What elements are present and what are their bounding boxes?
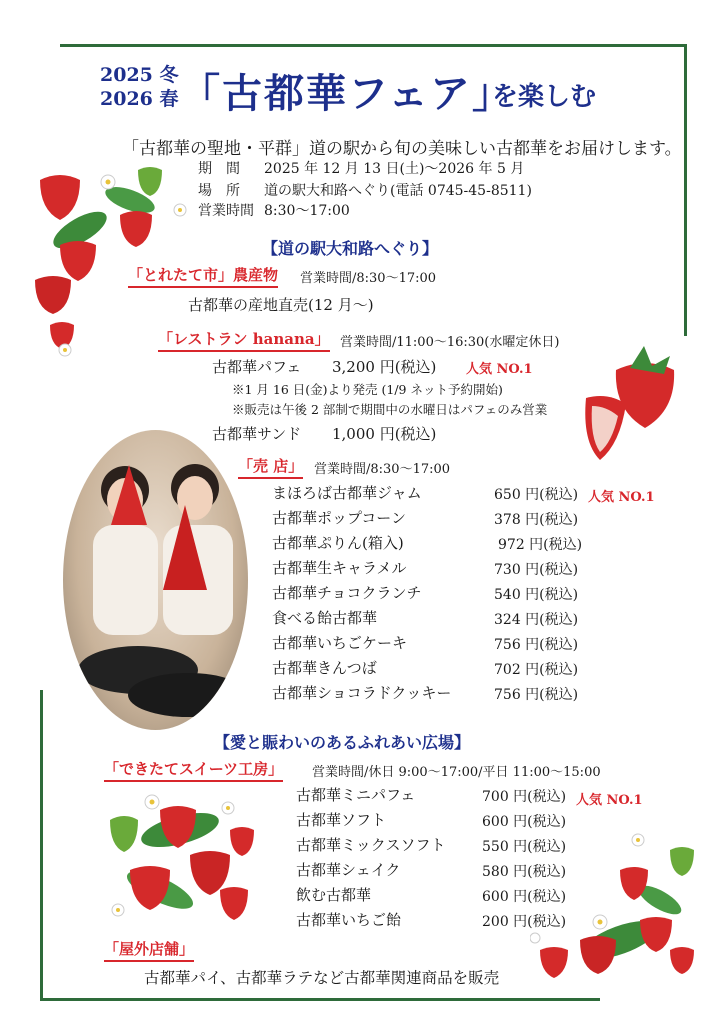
store-item-price: 756 円(税込)	[494, 637, 579, 653]
store-item-name: 古都華ポップコーン	[272, 509, 406, 527]
store-item-price: 650 円(税込)	[494, 487, 579, 503]
strawberry-icon	[585, 363, 674, 460]
store-item-name: まほろば古都華ジャム	[272, 484, 422, 502]
shop-desc-outdoor: 古都華パイ、古都華ラテなど古都華関連商品を販売	[144, 969, 500, 987]
sweets-item-name: 古都華ミックスソフト	[296, 836, 446, 854]
strawberry-pair-right	[578, 340, 678, 470]
hours-row	[198, 200, 350, 220]
shop-name-outdoor: 「屋外店舗」	[104, 938, 194, 962]
menu-price-sandwich: 1,000 円(税込)	[332, 425, 437, 443]
period-label: 期 間	[198, 161, 240, 177]
menu-item-sandwich: 古都華サンド	[212, 425, 302, 443]
popular-badge-parfait: 人気 NO.1	[466, 362, 533, 377]
store-item-name: 古都華きんつば	[272, 659, 377, 677]
sweets-item-price: 580 円(税込)	[482, 864, 567, 880]
shop-hours-restaurant: 営業時間/11:00～16:30(水曜定休日)	[340, 335, 560, 350]
page-title-suffix: を楽しむ	[492, 82, 597, 112]
frame-line-bottom	[40, 998, 600, 1001]
season-label-winter: 2025 冬	[100, 64, 179, 86]
place-row	[198, 180, 532, 200]
season-label-spring: 2026 春	[100, 88, 179, 110]
sweets-item-price: 550 円(税込)	[482, 839, 567, 855]
shop-hours-sweets-kobo: 営業時間/休日 9:00～17:00/平日 11:00～15:00	[312, 765, 601, 780]
store-item-price: 378 円(税込)	[494, 512, 579, 528]
shop-desc-toretateichi: 古都華の産地直売(12 月～)	[188, 296, 374, 314]
store-item-price: 324 円(税込)	[494, 612, 579, 628]
sweets-item-name: 古都華シェイク	[296, 861, 401, 879]
store-item-name: 古都華いちごケーキ	[272, 634, 408, 652]
strawberry-icon	[35, 167, 162, 349]
shop-name-store: 「売 店」	[238, 455, 303, 479]
frame-line-top	[60, 44, 686, 47]
store-item-name: 食べる飴古都華	[272, 609, 378, 627]
section-title-michinoeki: 【道の駅大和路へぐり】	[262, 239, 439, 258]
store-item-price: 972 円(税込)	[498, 537, 583, 553]
shop-name-toretateichi: 「とれたて市」農産物	[128, 264, 278, 288]
section-title-hiroba: 【愛と賑わいのあるふれあい広場】	[214, 733, 471, 752]
store-item-price: 540 円(税込)	[494, 587, 579, 603]
sweets-item-name: 飲む古都華	[296, 886, 372, 904]
frame-line-right	[684, 44, 687, 336]
strawberry-cluster-bottom-left	[100, 790, 270, 940]
store-item-name: 古都華ショコラドクッキー	[272, 684, 452, 702]
strawberry-cluster-bottom-right	[530, 830, 700, 990]
store-item-name: 古都華ぷりん(箱入)	[272, 534, 404, 552]
sweets-item-price: 700 円(税込)	[482, 789, 567, 805]
period-row	[198, 158, 524, 178]
shop-hours-store: 営業時間/8:30～17:00	[314, 462, 451, 477]
place-label: 場 所	[198, 183, 240, 199]
period-value: 2025 年 12 月 13 日(土)～2026 年 5 月	[264, 161, 525, 177]
shop-hours-toretateichi: 営業時間/8:30～17:00	[300, 271, 437, 286]
hours-value: 8:30～17:00	[264, 203, 350, 219]
menu-item-parfait: 古都華パフェ	[212, 358, 302, 376]
hours-label: 営業時間	[198, 203, 254, 219]
sweets-item-name: 古都華いちご飴	[296, 911, 402, 929]
place-value: 道の駅大和路へぐり(電話 0745-45-8511)	[264, 183, 532, 199]
store-item-price: 730 円(税込)	[494, 562, 579, 578]
note-sales: ※販売は午後 2 部制で期間中の水曜日はパフェのみ営業	[232, 402, 548, 417]
sweets-item-price: 600 円(税込)	[482, 814, 567, 830]
sweets-item-name: 古都華ミニパフェ	[296, 786, 416, 804]
menu-price-parfait: 3,200 円(税込)	[332, 358, 437, 376]
frame-line-left	[40, 690, 43, 1000]
sweets-item-name: 古都華ソフト	[296, 811, 387, 829]
sweets-item-price: 200 円(税込)	[482, 914, 567, 930]
popular-badge-mini-parfait: 人気 NO.1	[576, 793, 643, 808]
shop-name-sweets-kobo: 「できたてスイーツ工房」	[104, 758, 283, 782]
store-item-name: 古都華生キャラメル	[272, 559, 407, 577]
page-title: 「古都華フェア」	[180, 70, 514, 117]
sweets-item-price: 600 円(税込)	[482, 889, 567, 905]
lead-text: 「古都華の聖地・平群」道の駅から旬の美味しい古都華をお届けします。	[122, 139, 682, 159]
store-item-price: 756 円(税込)	[494, 687, 579, 703]
store-item-price: 702 円(税込)	[494, 662, 579, 678]
shop-name-restaurant: 「レストラン hanana」	[158, 328, 330, 352]
note-release: ※1 月 16 日(金)より発売 (1/9 ネット予約開始)	[232, 382, 503, 397]
popular-badge-jam: 人気 NO.1	[588, 490, 655, 505]
store-item-name: 古都華チョコクランチ	[272, 584, 422, 602]
photo-girls-with-parfaits	[63, 430, 248, 730]
